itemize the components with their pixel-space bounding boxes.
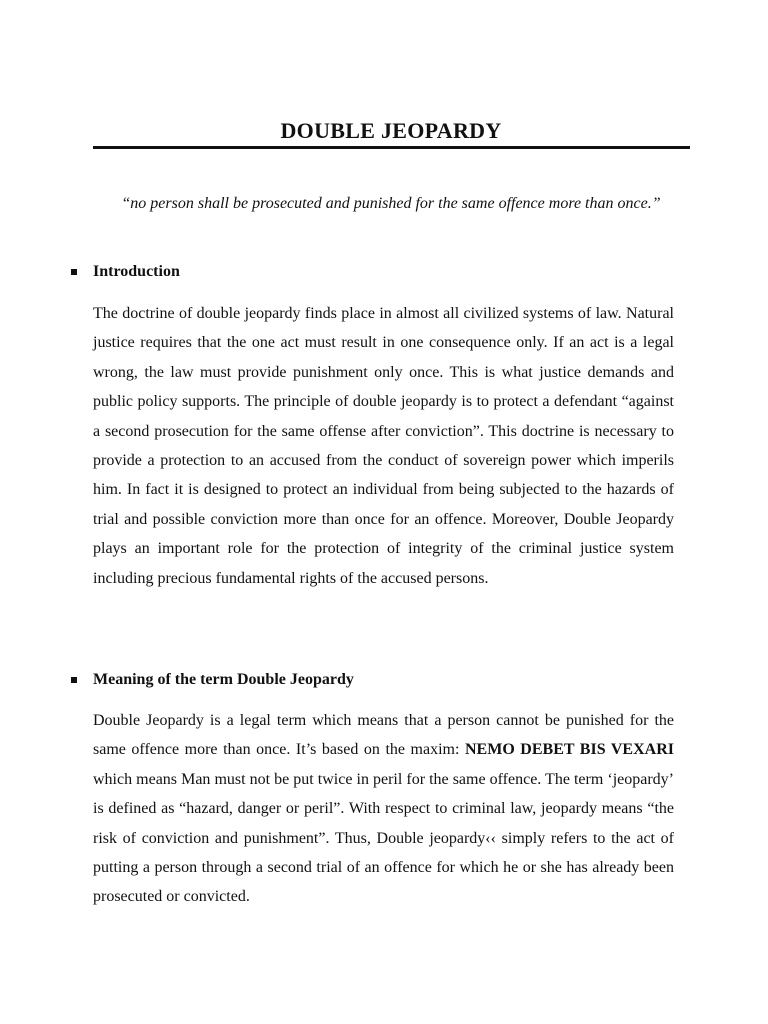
section-heading-introduction: Introduction xyxy=(93,263,180,280)
document-title: DOUBLE JEOPARDY xyxy=(280,118,502,143)
section-bullet xyxy=(71,269,77,275)
title-underline xyxy=(93,146,690,149)
latin-maxim: NEMO DEBET BIS VEXARI xyxy=(464,741,674,759)
body-text: Double Jeopardy is a legal term which means that a person cannot be punished for the same offence more than once. It’s based on the maxim: xyxy=(93,712,674,759)
section-body-meaning xyxy=(93,706,674,912)
body-text: which means Man must not be put twice in peril for the same offence. The term ‘jeopardy’ is defined as “hazard, danger or peril”. With respect to criminal law, jeopardy means “the risk of conviction and punishment”. Thus, Double jeopardy‹‹ simply refers to the act of putting a person through a second trial of an offence for which he or she has already been prosecuted or convicted. xyxy=(93,770,674,906)
section-heading-meaning: Meaning of the term Double Jeopardy xyxy=(93,671,354,688)
section-bullet xyxy=(71,677,77,683)
section-body-introduction: The doctrine of double jeopardy finds place in almost all civilized systems of law. Natural justice requires that the one act must result in one consequence only. If an act is a legal wrong, the law must provide punishment only once. This is what justice demands and public policy supports. The principle of double jeopardy is to protect a defendant “against a second prosecution for the same offense after conviction”. This doctrine is necessary to provide a protection to an accused from the conduct of sovereign power which imperils him. In fact it is designed to protect an individual from being subjected to the hazards of trial and possible conviction more than once for an offence. Moreover, Double Jeopardy plays an important role for the protection of integrity of the criminal justice system including precious fundamental rights of the accused persons. xyxy=(93,305,674,587)
epigraph-quote: “no person shall be prosecuted and punished for the same offence more than once.” xyxy=(121,195,661,212)
